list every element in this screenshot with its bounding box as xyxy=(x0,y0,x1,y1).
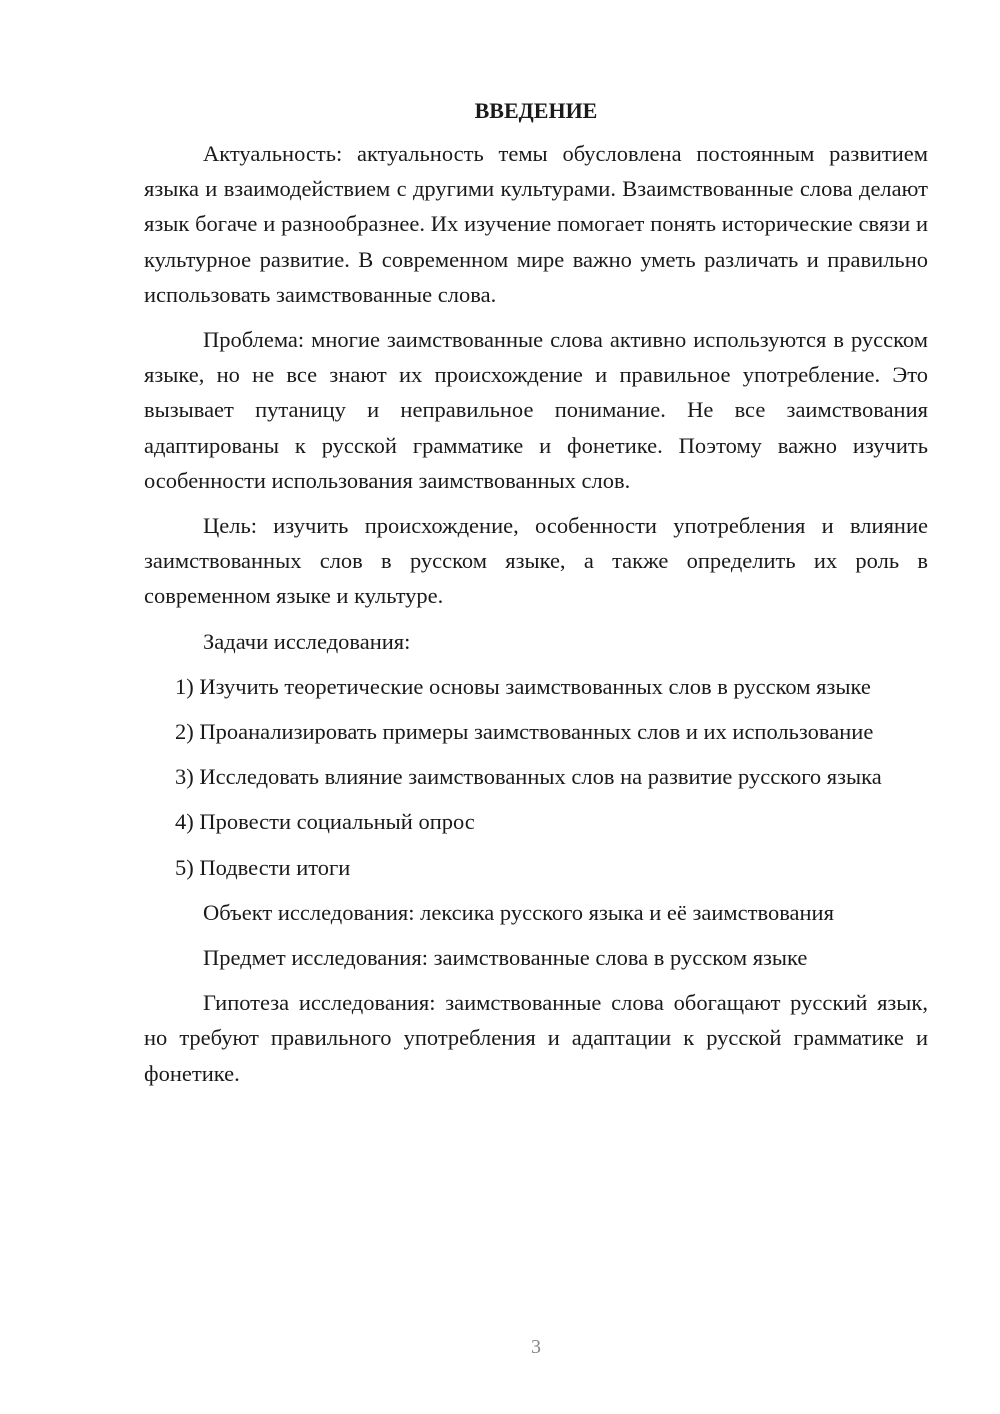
paragraph-object: Объект исследования: лексика русского языка и её заимствования xyxy=(203,899,834,925)
task-item: 5) Подвести итоги xyxy=(175,854,351,880)
paragraph-goal: Цель: изучить происхождение, особенности употребления и влияние заимствованных слов в русском языке, а также определить их роль в современном языке и культуре. xyxy=(144,513,928,609)
task-item: 3) Исследовать влияние заимствованных слов на развитие русского языка xyxy=(175,764,882,790)
paragraph-relevance: Актуальность: актуальность темы обусловлена постоянным развитием языка и взаимодействием с другими культурами. Взаимствованные слова делают язык богаче и разнообразнее. Их изучение помогает понять исторические связи и культурное развитие. В современном мире важно уметь различать и правильно использовать заимствованные слова. xyxy=(144,141,928,307)
paragraph-hypothesis: Гипотеза исследования: заимствованные слова обогащают русский язык, но требуют правильного употребления и адаптации к русской грамматике и фонетике. xyxy=(144,990,928,1086)
task-item: 2) Проанализировать примеры заимствованных слов и их использование xyxy=(175,719,874,745)
section-heading: ВВЕДЕНИЕ xyxy=(474,98,598,123)
page-content xyxy=(144,96,928,1101)
paragraph-subject: Предмет исследования: заимствованные слова в русском языке xyxy=(203,945,808,971)
tasks-title: Задачи исследования: xyxy=(203,628,411,654)
task-item: 1) Изучить теоретические основы заимствованных слов в русском языке xyxy=(175,673,871,699)
page-number: 3 xyxy=(531,1336,541,1358)
task-item: 4) Провести социальный опрос xyxy=(175,809,475,835)
paragraph-problem: Проблема: многие заимствованные слова активно используются в русском языке, но не все знают их происхождение и правильное употребление. Это вызывает путаницу и неправильное понимание. Не все заимствования адаптированы к русской грамматике и фонетике. Поэтому важно изучить особенности использования заимствованных слов. xyxy=(144,327,928,493)
